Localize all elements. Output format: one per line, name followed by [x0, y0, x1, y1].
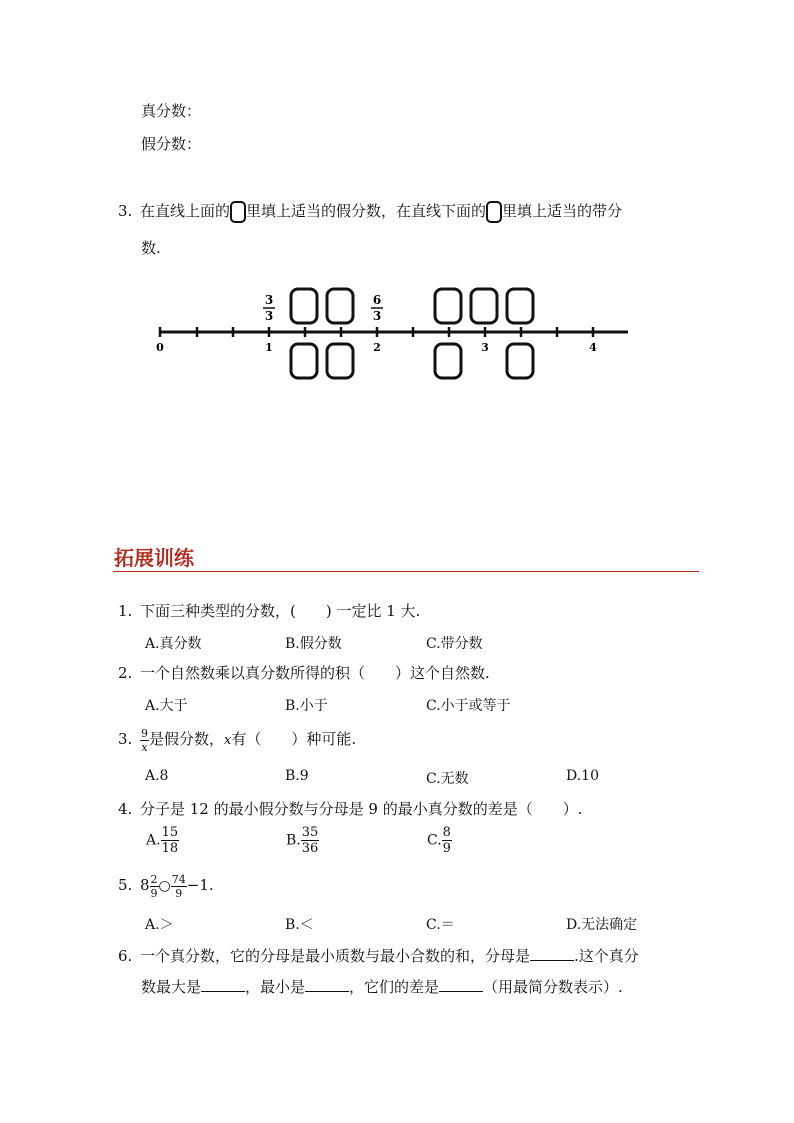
q4-option-a[interactable]: A. $\frac{15}{18}$ [146, 825, 179, 856]
inline-box-icon [486, 201, 502, 223]
section-divider [113, 571, 699, 572]
answer-box-above-2[interactable] [327, 289, 353, 323]
q1-text: 下面三种类型的分数，( ) 一定比 1 大. [140, 602, 421, 620]
q4-option-c[interactable]: C. $\frac{8}{9}$ [427, 825, 451, 856]
q1-option-c[interactable]: C.带分数 [426, 636, 483, 652]
axis-label-4: 4 [589, 341, 597, 354]
answer-box-below-3[interactable] [435, 344, 461, 378]
answer-box-above-4[interactable] [471, 289, 497, 323]
q6-text-2c: ，它们的差是 [349, 978, 440, 996]
q3b-fraction: $\frac{9}{x}$ [141, 726, 148, 754]
q5-tail: −1. [186, 876, 214, 894]
question-3 [118, 722, 356, 758]
section-title: 拓展训练 [114, 546, 194, 570]
q6-blank-min[interactable] [305, 976, 349, 992]
q3b-option-c[interactable]: C.无数 [426, 771, 469, 787]
answer-box-above-1[interactable] [291, 289, 317, 323]
q6-text-2d: （用最简分数表示）. [483, 978, 623, 996]
q3-line2: 数. [141, 239, 161, 257]
q6-blank-max[interactable] [201, 976, 245, 992]
q2-option-c[interactable]: C.小于或等于 [426, 698, 511, 714]
question-6-line-2 [141, 976, 623, 997]
given-fraction-1-den: 3 [264, 309, 274, 323]
q2-option-b[interactable]: B.小于 [285, 698, 328, 714]
q3b-option-b[interactable]: B.9 [285, 768, 309, 784]
q3b-variable: x [224, 733, 232, 748]
improper-fraction-label: 假分数： [141, 135, 202, 153]
q3-number: 3. [118, 202, 133, 220]
q4-option-b-fraction: $\frac{35}{36}$ [301, 825, 319, 856]
question-1 [118, 601, 420, 621]
q3b-number: 3. [118, 730, 133, 748]
question-5 [118, 868, 214, 903]
given-fraction-2-num: 6 [372, 293, 382, 307]
q2-number: 2. [118, 664, 133, 682]
q5-option-b[interactable]: B.＜ [285, 917, 314, 933]
q6-blank-denominator[interactable] [530, 945, 574, 961]
number-line-diagram [150, 285, 640, 385]
q4-option-a-fraction: $\frac{15}{18}$ [161, 825, 179, 856]
q3b-text-a: 是假分数， [149, 730, 225, 748]
q4-number: 4. [118, 800, 133, 818]
given-fraction-2-den: 3 [372, 309, 382, 323]
given-fraction-1-num: 3 [264, 293, 274, 307]
q6-number: 6. [118, 947, 133, 965]
q3-text-part2: 里填上适当的假分数，在直线下面的 [246, 202, 487, 220]
q3-text-part1: 在直线上面的 [140, 202, 231, 220]
q4-text: 分子是 12 的最小假分数与分母是 9 的最小真分数的差是（ ）. [140, 800, 583, 818]
q5-option-c[interactable]: C.＝ [426, 917, 455, 933]
q6-text-1: 一个真分数，它的分母是最小质数与最小合数的和，分母是 [140, 947, 531, 965]
q5-fraction-2: $\frac{74}{9}$ [171, 872, 186, 900]
q3-text-part3: 里填上适当的带分 [502, 202, 623, 220]
q6-blank-difference[interactable] [439, 976, 483, 992]
q6-text-2a: 数最大是 [141, 978, 202, 996]
q5-number: 5. [118, 876, 133, 894]
q5-option-a[interactable]: A.＞ [145, 917, 174, 933]
q1-number: 1. [118, 602, 133, 620]
axis-label-3: 3 [481, 341, 489, 354]
q5-option-d[interactable]: D.无法确定 [566, 917, 638, 933]
q3-line1 [118, 201, 622, 223]
q4-option-c-fraction: $\frac{8}{9}$ [442, 825, 451, 856]
q2-option-a[interactable]: A.大于 [145, 698, 188, 714]
q5-fraction-1: $\frac{2}{9}$ [150, 872, 158, 900]
answer-box-below-4[interactable] [507, 344, 533, 378]
q3b-option-a[interactable]: A.8 [145, 768, 169, 784]
axis-label-2: 2 [373, 341, 381, 354]
axis-label-1: 1 [265, 341, 273, 354]
q1-option-b[interactable]: B.假分数 [285, 636, 342, 652]
q3b-option-d[interactable]: D.10 [566, 768, 599, 784]
axis-label-0: 0 [156, 341, 164, 354]
q2-text: 一个自然数乘以真分数所得的积（ ）这个自然数. [140, 664, 490, 682]
q6-text-1-end: .这个真分 [574, 947, 639, 965]
q1-option-a[interactable]: A.真分数 [145, 636, 202, 652]
answer-box-below-2[interactable] [327, 344, 353, 378]
question-6-line-1 [118, 945, 639, 966]
question-4 [118, 799, 582, 819]
answer-box-above-3[interactable] [435, 289, 461, 323]
answer-box-below-1[interactable] [291, 344, 317, 378]
proper-fraction-label: 真分数： [141, 102, 202, 120]
question-2 [118, 663, 490, 683]
answer-box-above-5[interactable] [507, 289, 533, 323]
q6-text-2b: ，最小是 [245, 978, 306, 996]
q3b-text-b: 有（ ）种可能. [231, 730, 357, 748]
compare-circle-icon[interactable]: ○ [158, 878, 171, 894]
inline-box-icon [230, 201, 246, 223]
q4-option-b[interactable]: B. $\frac{35}{36}$ [286, 825, 319, 856]
q5-whole: 8 [140, 876, 150, 894]
